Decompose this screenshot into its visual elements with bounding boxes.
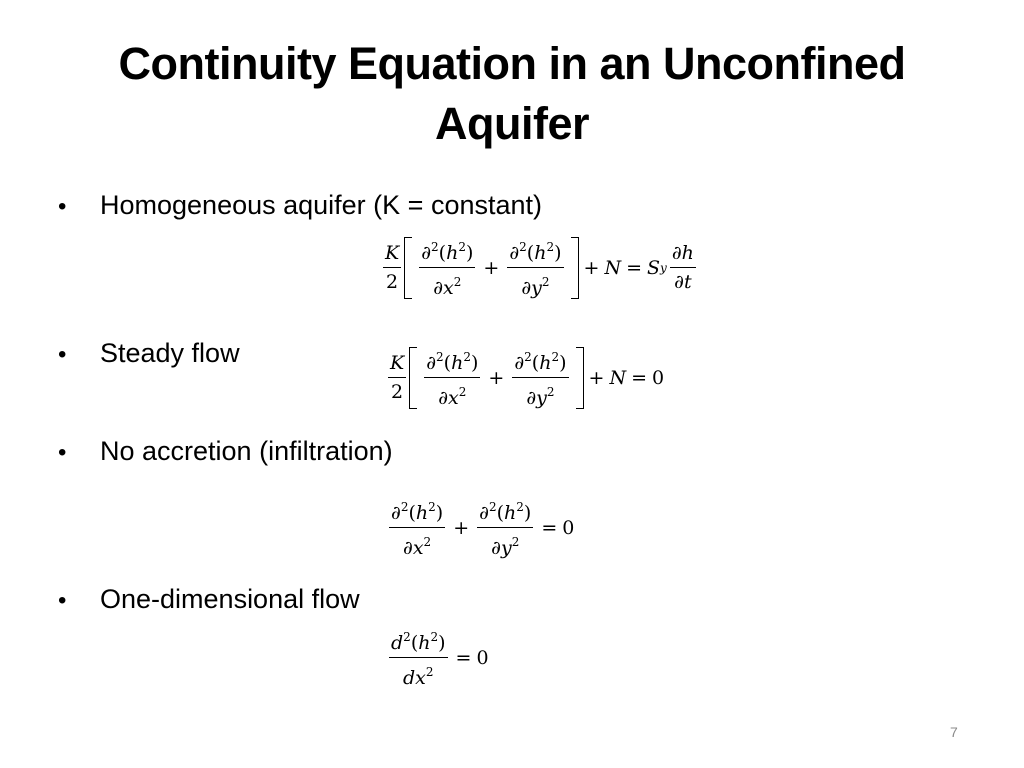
bullet-text: One-dimensional flow <box>100 584 360 614</box>
equation-steady: $\frac{K}{2}$ $\frac{\partial^2(h^2)}{\partial x^2}$ + $\frac{\partial^2(h^2)}{\partial y^2}$ + N = 0 <box>385 346 664 409</box>
bullet-marker: • <box>58 193 67 220</box>
bullet-text: Homogeneous aquifer (K = constant) <box>100 190 543 220</box>
bullet-text: Steady flow <box>100 338 240 368</box>
bullet-steady-flow <box>58 336 240 372</box>
fraction-k-over-2: $\frac{K}{2}$ <box>385 242 400 293</box>
fraction-dh-dt: $\frac{\partial h}{\partial t}$ <box>671 242 694 293</box>
fraction-d2h2-dx2: $\frac{\partial^2(h^2)}{\partial x^2}$ <box>421 240 474 299</box>
bullet-marker: • <box>58 587 67 614</box>
equation-no-accretion: $\frac{\partial^2(h^2)}{\partial x^2}$ + $\frac{\partial^2(h^2)}{\partial y^2}$ = 0 <box>391 500 575 559</box>
equation-general: $\frac{K}{2}$ $\frac{\partial^2(h^2)}{\partial x^2}$ + $\frac{\partial^2(h^2)}{\partial y^2}$ + N = S y $\frac{\partial h}{\partial t}$ <box>380 236 699 299</box>
equation-one-dimensional: $\frac{d^2(h^2)}{dx^2}$ = 0 <box>391 630 489 689</box>
page-number: 7 <box>950 724 958 740</box>
left-bracket <box>409 347 417 409</box>
right-bracket <box>571 237 579 299</box>
bullet-homogeneous <box>58 188 542 224</box>
bullet-marker: • <box>58 439 67 466</box>
bullet-no-accretion <box>58 434 393 470</box>
bullet-text: No accretion (infiltration) <box>100 436 393 466</box>
left-bracket <box>404 237 412 299</box>
slide-title: Continuity Equation in an Unconfined Aquifer <box>118 38 906 149</box>
fraction-d2h2-dy2: $\frac{\partial^2(h^2)}{\partial y^2}$ <box>509 240 562 299</box>
right-bracket <box>576 347 584 409</box>
bullet-one-dimensional <box>58 582 360 618</box>
bullet-marker: • <box>58 341 67 368</box>
